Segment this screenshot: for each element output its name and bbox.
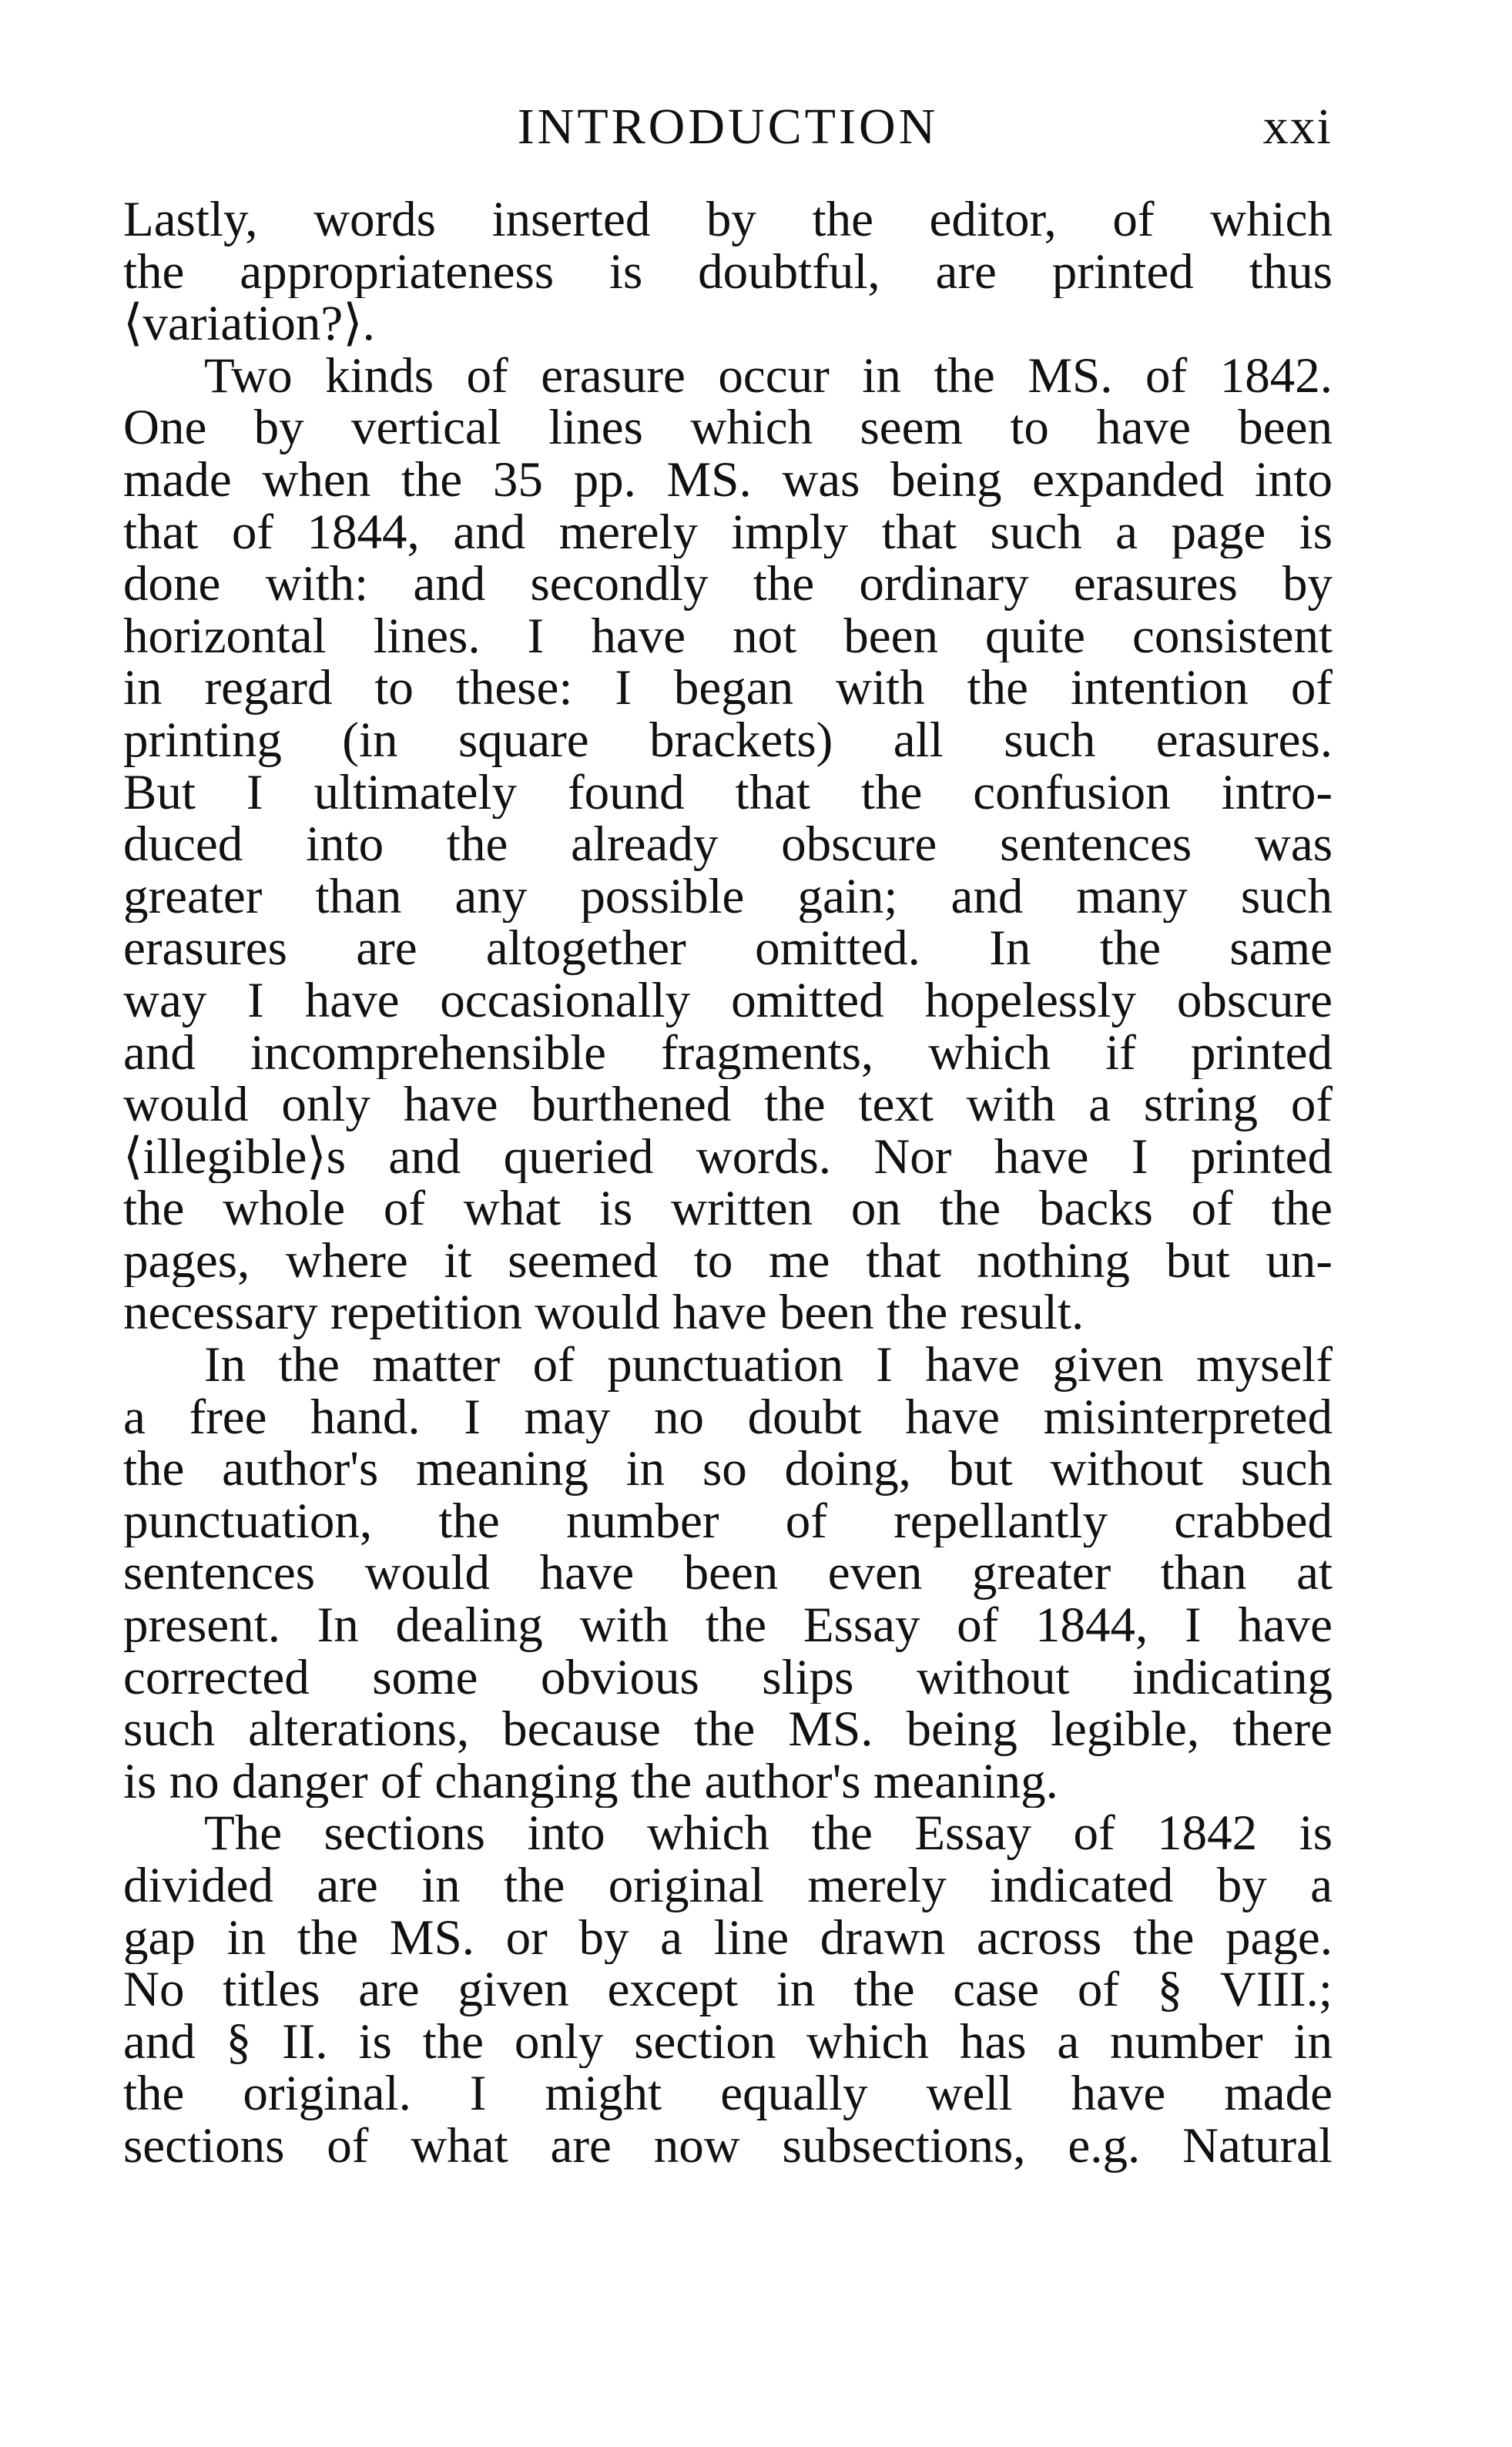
text-line: printing (in square brackets) all such erasures. [123,714,1333,767]
text-line: that of 1844, and merely imply that such a page is [123,506,1333,559]
text-line: The sections into which the Essay of 1842 is [204,1808,1333,1860]
text-line: such alterations, because the MS. being legible, there [123,1704,1333,1756]
text-line: greater than any possible gain; and many such [123,870,1333,923]
text-line: present. In dealing with the Essay of 1844, I have [123,1600,1333,1652]
text-line: Lastly, words inserted by the editor, of which [123,194,1333,246]
text-line: a free hand. I may no doubt have misinterpreted [123,1391,1333,1444]
text-line: the original. I might equally well have made [123,2068,1333,2120]
text-line: corrected some obvious slips without indicating [123,1651,1333,1705]
text-line: horizontal lines. I have not been quite consistent [123,610,1333,663]
text-line: No titles are given except in the case of § VIII.; [123,1964,1333,2016]
text-line: One by vertical lines which seem to have been [123,402,1333,454]
text-line: duced into the already obscure sentences was [123,819,1333,871]
text-line: way I have occasionally omitted hopelessly obscure [123,974,1333,1027]
text-line: sentences would have been even greater than at [123,1547,1333,1601]
text-line: punctuation, the number of repellantly crabbed [123,1495,1333,1548]
text-line: the author's meaning in so doing, but without such [123,1443,1333,1496]
text-line: necessary repetition would have been the result. [123,1287,1085,1340]
running-title: INTRODUCTION [517,99,939,155]
text-line: erasures are altogether omitted. In the same [123,923,1333,975]
book-page [123,0,1333,2447]
text-line: ⟨illegible⟩s and queried words. Nor have I printed [123,1131,1333,1184]
text-line: the appropriateness is doubtful, are printed thus [123,246,1333,299]
text-line: divided are in the original merely indicated by a [123,1860,1333,1912]
text-line: and § II. is the only section which has a number in [123,2016,1333,2069]
text-line: and incomprehensible fragments, which if printed [123,1027,1333,1080]
body-text [123,194,1333,2173]
text-line: pages, where it seemed to me that nothing but un- [123,1235,1333,1288]
text-line: the whole of what is written on the backs of the [123,1183,1333,1235]
text-line: In the matter of punctuation I have given myself [204,1339,1333,1392]
page-number: xxi [1262,99,1333,155]
text-line: gap in the MS. or by a line drawn across the page. [123,1912,1333,1965]
text-line: in regard to these: I began with the intention of [123,662,1333,715]
text-line: done with: and secondly the ordinary erasures by [123,558,1333,611]
text-line: Two kinds of erasure occur in the MS. of 1842. [204,350,1333,403]
text-line: would only have burthened the text with a string of [123,1079,1333,1131]
text-line: But I ultimately found that the confusion intro- [123,766,1333,820]
text-line: made when the 35 pp. MS. was being expanded into [123,454,1333,507]
text-line: sections of what are now subsections, e.g. Natural [123,2120,1333,2173]
running-header [123,85,1333,169]
text-line: ⟨variation?⟩. [123,298,375,350]
text-line: is no danger of changing the author's meaning. [123,1755,1058,1808]
